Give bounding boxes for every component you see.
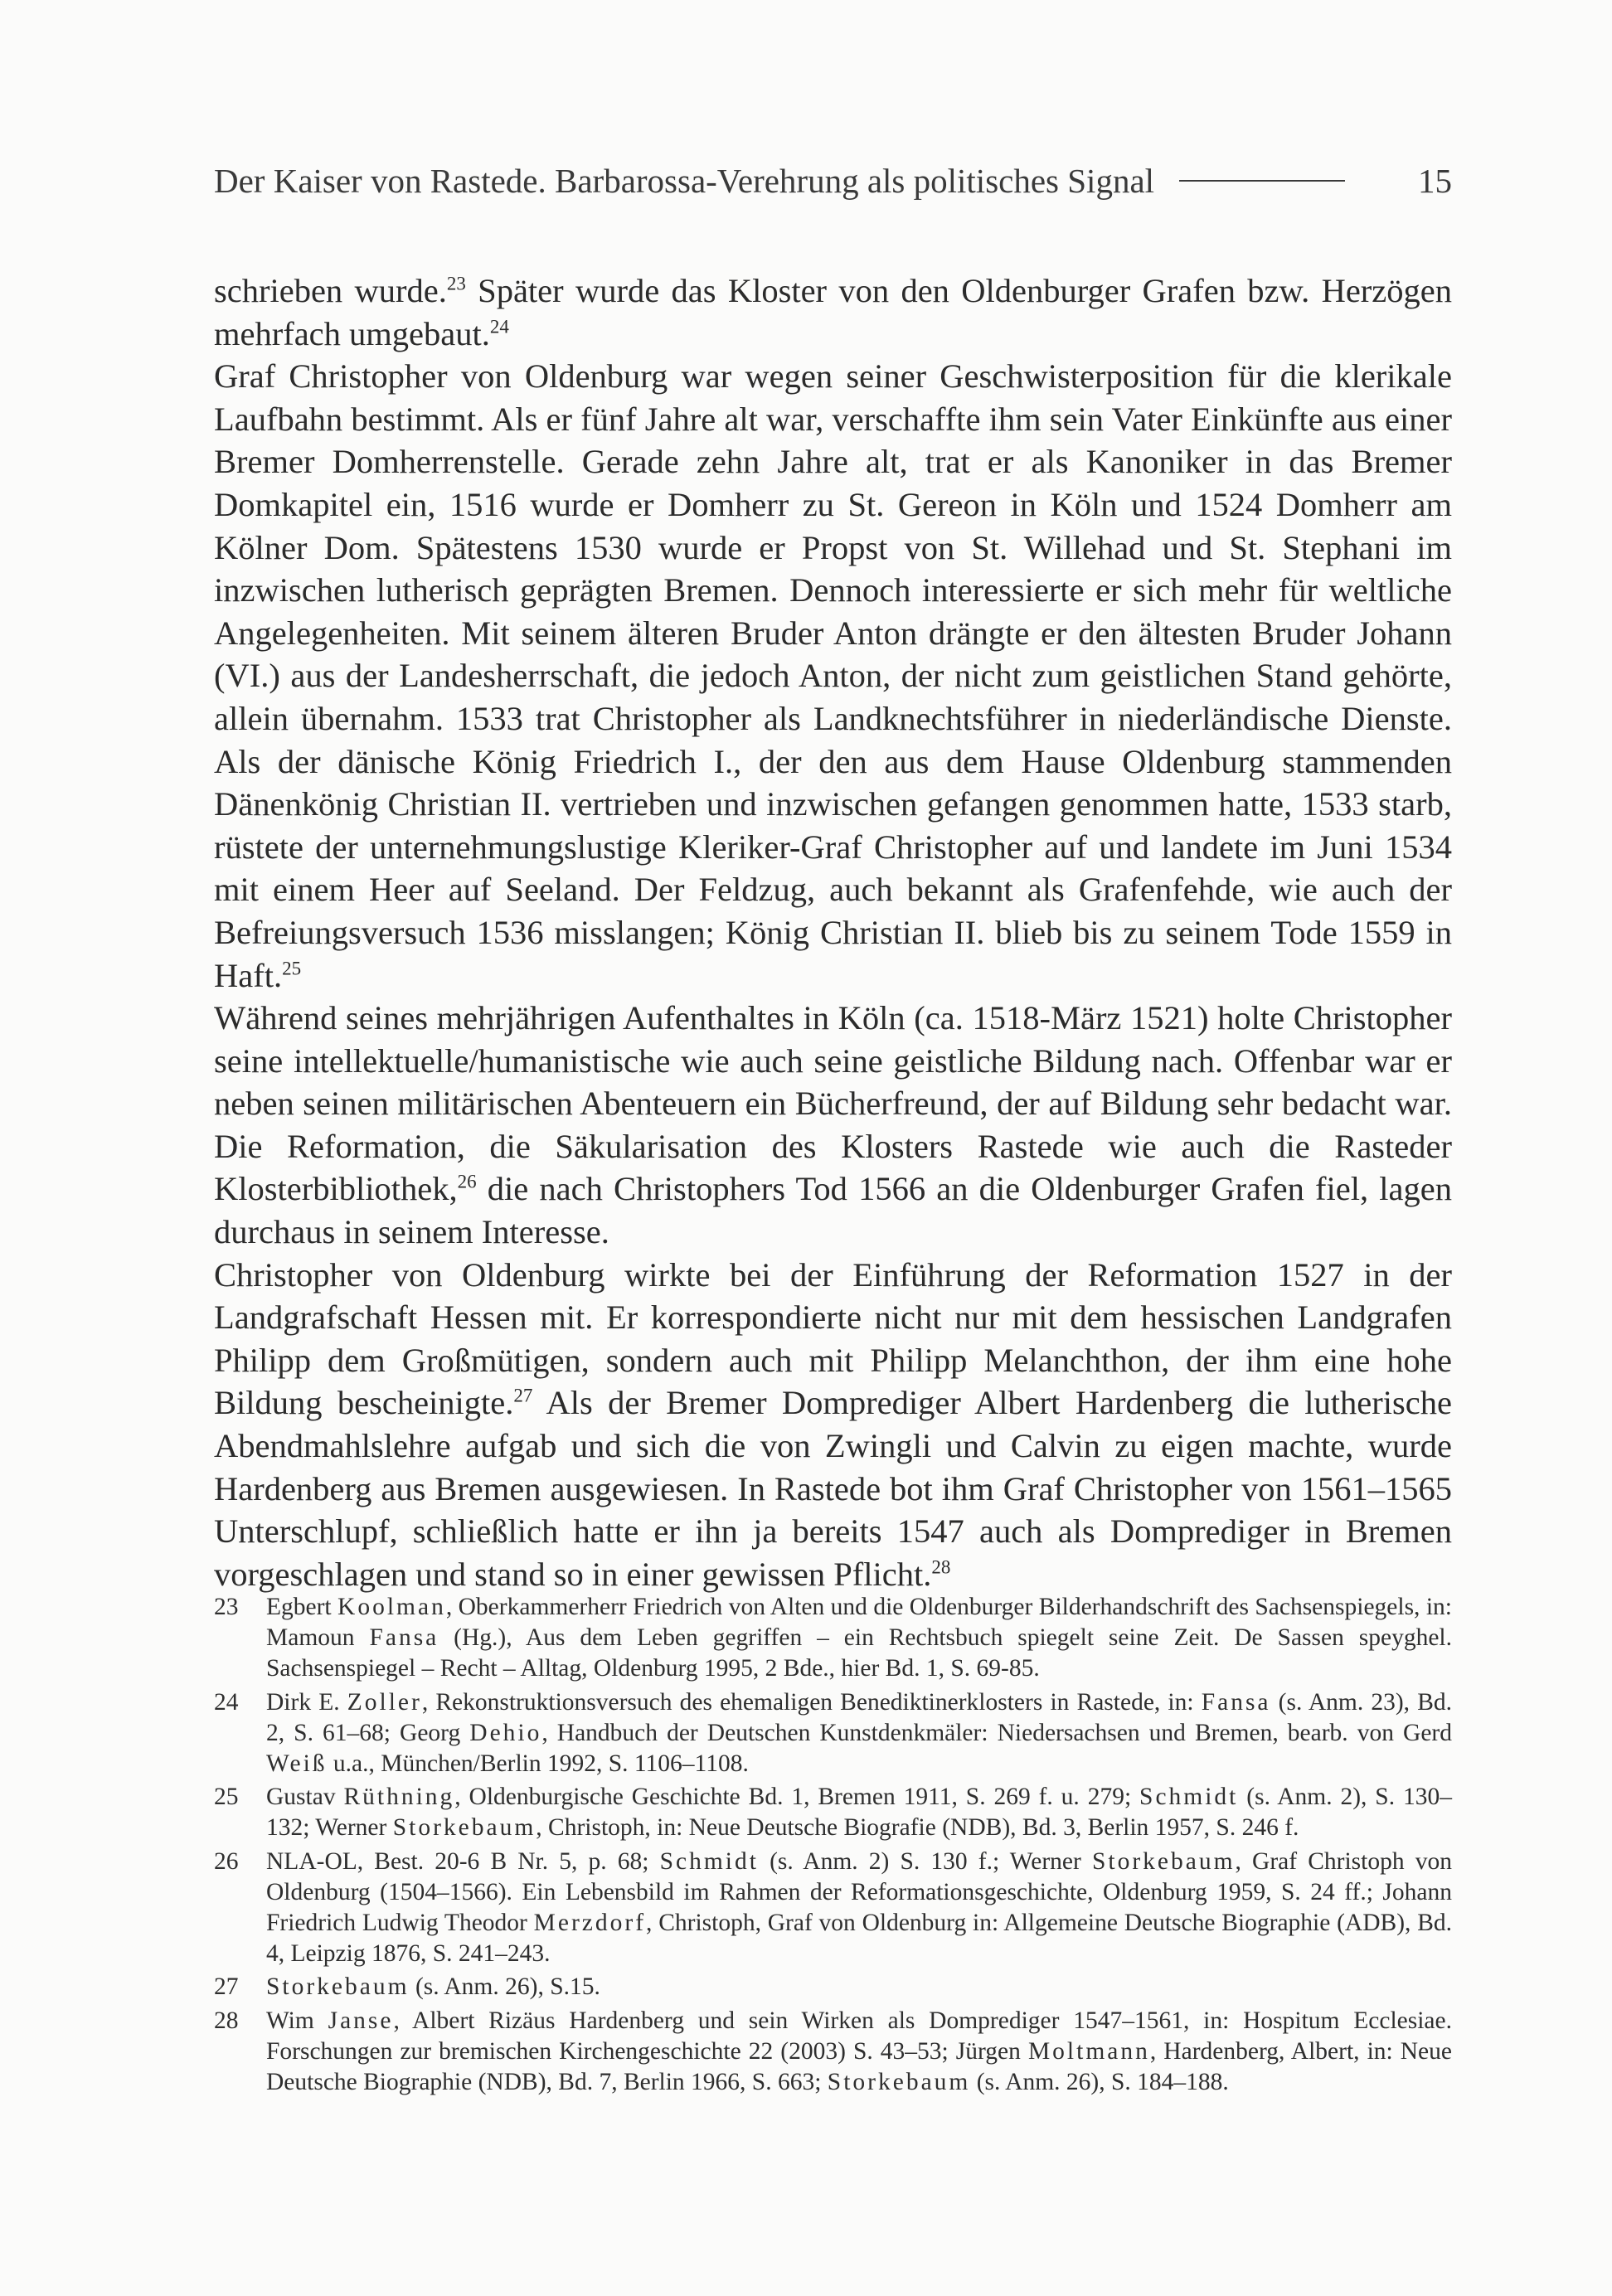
text-run: , Graf Christoph von Oldenburg (1504–1566). Ein Lebensbild im Rahmen der Reformationsgeschichte, Oldenburg 1959, S. 24 ff.; Johann Friedrich Ludwig Theodor: [266, 1847, 1452, 1937]
body-paragraph: [214, 269, 1452, 355]
text-run: , Oberkammerherr Friedrich von Alten und die Oldenburger Bilderhandschrift des Sachsenspiegels, in: Mamoun: [266, 1594, 1452, 1652]
text-run: Egbert: [266, 1594, 338, 1620]
footnote-ref: 27: [513, 1385, 533, 1406]
text-run: die nach Christophers Tod 1566 an die Oldenburger Grafen fiel, lagen durchaus in seinem Interesse.: [214, 1170, 1452, 1251]
author-name: Storkebaum: [1091, 1847, 1236, 1875]
footnote-number: 23: [214, 1594, 239, 1620]
footnote-number: 25: [214, 1784, 239, 1811]
author-name: Koolman: [337, 1594, 446, 1620]
footnote: [214, 1972, 1452, 2002]
footnotes: [214, 1592, 1452, 2100]
author-name: Schmidt: [1139, 1784, 1239, 1811]
footnote-number: 28: [214, 2007, 239, 2034]
text-run: Später wurde das Kloster von den Oldenburger Grafen bzw. Herzögen mehrfach umgebaut.: [214, 272, 1452, 352]
text-run: (s. Anm. 26), S. 184–188.: [970, 2069, 1229, 2096]
footnote-ref: 25: [282, 958, 302, 978]
text-run: Dirk E.: [266, 1688, 347, 1716]
footnote-number: 24: [214, 1688, 239, 1716]
text-run: schrieben wurde.: [214, 272, 447, 309]
page-number: 15: [1418, 162, 1452, 200]
footnote-number: 27: [214, 1973, 239, 2001]
text-run: Wim: [266, 2007, 328, 2034]
author-name: Fansa: [1201, 1688, 1271, 1716]
footnote: [214, 1687, 1452, 1780]
text-run: , Christoph, in: Neue Deutsche Biografie (NDB), Bd. 3, Berlin 1957, S. 246 f.: [536, 1814, 1299, 1842]
text-run: , Christoph, Graf von Oldenburg in: Allgemeine Deutsche Biographie (ADB), Bd. 4, Leipzig 1876, S. 241–243.: [266, 1910, 1452, 1968]
author-name: Fansa: [369, 1624, 439, 1652]
footnote: [214, 1847, 1452, 1970]
body-text: [214, 269, 1452, 1595]
body-paragraph: [214, 997, 1452, 1254]
footnote-ref: 23: [446, 273, 466, 294]
footnote-text: [266, 1972, 1452, 2002]
text-run: (s. Anm. 26), S.15.: [409, 1973, 600, 2001]
footnote: [214, 2006, 1452, 2099]
author-name: Weiß: [266, 1750, 328, 1778]
footnote-text: [266, 1592, 1452, 1685]
author-name: Merzdorf: [533, 1910, 647, 1937]
text-run: , Hardenberg, Albert, in: Neue Deutsche Biographie (NDB), Bd. 7, Berlin 1966, S. 663;: [266, 2037, 1452, 2096]
author-name: Schmidt: [659, 1847, 759, 1875]
footnote-ref: 26: [457, 1171, 477, 1192]
text-run: Christopher von Oldenburg wirkte bei der Einführung der Reformation 1527 in der Landgrafschaft Hessen mit. Er korrespondierte nicht nur mit dem hessischen Landgrafen Philipp dem Großmütigen, sondern auch mit Philipp Melanchthon, der ihm eine hohe Bildung bescheinigte.: [214, 1255, 1452, 1422]
footnote-text: [266, 2006, 1452, 2099]
running-header: [214, 156, 1452, 206]
footnote: [214, 1592, 1452, 1685]
footnote-text: [266, 1687, 1452, 1780]
author-name: Moltmann: [1027, 2037, 1150, 2065]
author-name: Rüthning: [343, 1784, 455, 1811]
text-run: Als der Bremer Domprediger Albert Hardenberg die lutherische Abendmahlslehre aufgab und sich die von Zwingli und Calvin zu eigen machte, wurde Hardenberg aus Bremen ausgewiesen. In Rastede bot ihm Graf Christopher von 1561–1565 Unterschlupf, schließlich hatte er ihn ja bereits 1547 auch als Domprediger in Bremen vorgeschlagen und stand so in einer gewissen Pflicht.: [214, 1384, 1452, 1593]
footnote-text: [266, 1782, 1452, 1843]
author-name: Janse: [328, 2007, 394, 2034]
author-name: Storkebaum: [266, 1973, 410, 2001]
text-run: (s. Anm. 2), S. 130–132; Werner: [266, 1784, 1452, 1842]
header-rule: [1179, 180, 1345, 182]
text-run: NLA-OL, Best. 20-6 B Nr. 5, p. 68;: [266, 1847, 660, 1875]
text-run: , Handbuch der Deutschen Kunstdenkmäler: Niedersachsen und Bremen, bearb. von Gerd: [541, 1719, 1452, 1746]
text-run: u.a., München/Berlin 1992, S. 1106–1108.: [327, 1750, 749, 1778]
text-run: Gustav: [266, 1784, 344, 1811]
text-run: , Oldenburgische Geschichte Bd. 1, Bremen 1911, S. 269 f. u. 279;: [454, 1784, 1140, 1811]
author-name: Zoller: [347, 1688, 422, 1716]
body-paragraph: [214, 1254, 1452, 1596]
author-name: Dehio: [469, 1719, 542, 1746]
footnote-ref: 24: [489, 316, 509, 337]
footnote-number: 26: [214, 1847, 239, 1875]
text-run: , Albert Rizäus Hardenberg und sein Wirken als Domprediger 1547–1561, in: Hospitum Ecclesiae. Forschungen zur bremischen Kirchengeschichte 22 (2003) S. 43–53; Jürgen: [266, 2007, 1452, 2065]
author-name: Storkebaum: [392, 1814, 537, 1842]
text-run: Während seines mehrjährigen Aufenthaltes in Köln (ca. 1518-März 1521) holte Christopher seine intellektuelle/humanistische wie auch seine geistliche Bildung nach. Offenbar war er neben seinen militärischen Abenteuern ein Bücherfreund, der auf Bildung sehr bedacht war. Die Reformation, die Säkularisation des Klosters Rastede wie auch die Rasteder Klosterbibliothek,: [214, 999, 1452, 1208]
footnote-text: [266, 1847, 1452, 1970]
text-run: (s. Anm. 23), Bd. 2, S. 61–68; Georg: [266, 1688, 1452, 1746]
body-paragraph: [214, 355, 1452, 997]
text-run: (Hg.), Aus dem Leben gegriffen – ein Rechtsbuch spiegelt seine Zeit. De Sassen speyghel. Sachsenspiegel – Recht – Alltag, Oldenburg 1995, 2 Bde., hier Bd. 1, S. 69-85.: [266, 1624, 1452, 1682]
text-run: Graf Christopher von Oldenburg war wegen seiner Geschwisterposition für die klerikale Laufbahn bestimmt. Als er fünf Jahre alt war, verschaffte ihm sein Vater Einkünfte aus einer Bremer Domherrenstelle. Gerade zehn Jahre alt, trat er als Kanoniker in das Bremer Domkapitel ein, 1516 wurde er Domherr zu St. Gereon in Köln und 1524 Domherr am Kölner Dom. Spätestens 1530 wurde er Propst von St. Willehad und St. Stephani im inzwischen lutherisch geprägten Bremen. Dennoch interessierte er sich mehr für weltliche Angelegenheiten. Mit seinem älteren Bruder Anton drängte er den ältesten Bruder Johann (VI.) aus der Landesherrschaft, die jedoch Anton, der nicht zum geistlichen Stand gehörte, allein übernahm. 1533 trat Christopher als Landknechtsführer in niederländische Dienste. Als der dänische König Friedrich I., der den aus dem Hause Oldenburg stammenden Dänenkönig Christian II. vertrieben und inzwischen gefangen genommen hatte, 1533 starb, rüstete der unternehmungslustige Kleriker-Graf Christopher auf und landete im Juni 1534 mit einem Heer auf Seeland. Der Feldzug, auch bekannt als Grafenfehde, wie auch der Befreiungsversuch 1536 misslangen; König Christian II. blieb bis zu seinem Tode 1559 in Haft.: [214, 357, 1452, 994]
text-run: , Rekonstruktionsversuch des ehemaligen Benediktinerklosters in Rastede, in:: [421, 1688, 1202, 1716]
footnote: [214, 1782, 1452, 1843]
footnote-ref: 28: [931, 1556, 951, 1578]
running-title: Der Kaiser von Rastede. Barbarossa-Verehrung als politisches Signal: [214, 162, 1155, 200]
author-name: Storkebaum: [827, 2069, 971, 2096]
text-run: (s. Anm. 2) S. 130 f.; Werner: [758, 1847, 1092, 1875]
